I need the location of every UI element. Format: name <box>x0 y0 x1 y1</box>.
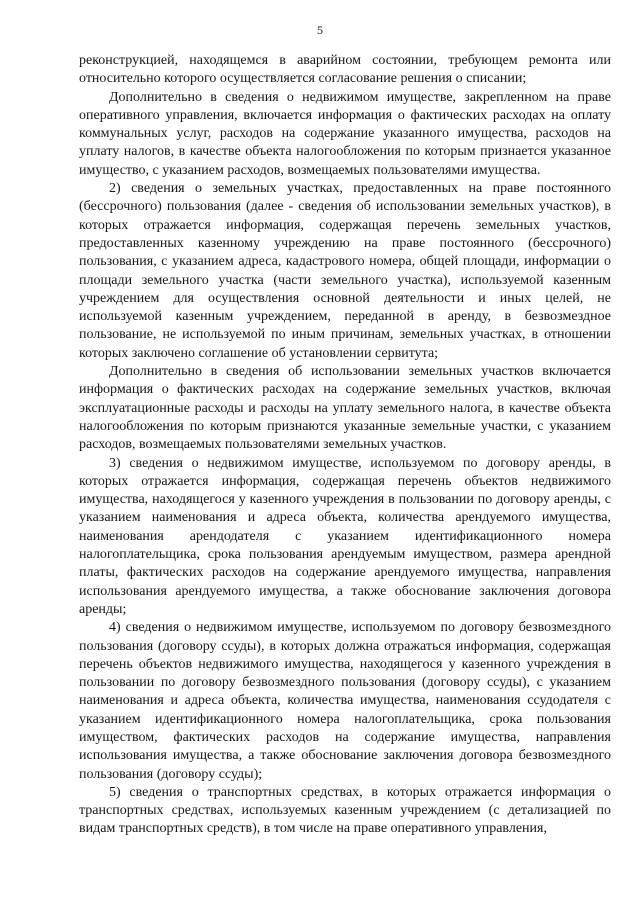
paragraph: 2) сведения о земельных участках, предоставленных на праве постоянного (бессрочного) пользования (далее - сведения об использовании земельных участков), в которых отражается информация, содержащая перечень земельных участков, предоставленных казенному учреждению на праве постоянного (бессрочного) пользования, с указанием адреса, кадастрового номера, общей площади, информации о площади земельного участка (части земельного участка), используемой казенным учреждением для осуществления основной деятельности и иных целей, не используемой казенным учреждением, переданной в аренду, в безвозмездное пользование, не используемой по иным причинам, земельных участках, в отношении которых заключено соглашение об установлении сервитута; <box>79 181 611 361</box>
paragraph: 3) сведения о недвижимом имуществе, используемом по договору аренды, в которых отражается информация, содержащая перечень объектов недвижимого имущества, находящегося у казенного учреждения в пользовании по договору аренды, с указанием наименования и адреса объекта, количества арендуемого имущества, наименования арендодателя с указанием идентификационного номера налогоплательщика, срока пользования арендуемым имуществом, размера арендной платы, фактических расходов на содержание арендуемого имущества, направления использования арендуемого имущества, а также обоснование заключения договора аренды; <box>79 455 611 617</box>
paragraph: 4) сведения о недвижимом имуществе, используемом по договору безвозмездного пользования (договору ссуды), в которых должна отражаться информация, содержащая перечень объектов недвижимого имущества, находящегося у казенного учреждения в пользовании по договору безвозмездного пользования (договору ссуды), с указанием наименования и адреса объекта, количества имущества, наименования ссудодателя с указанием идентификационного номера налогоплательщика, срока пользования имуществом, фактических расходов на содержание имущества, направления использования имущества, а также обоснование заключения договора безвозмездного пользования (договору ссуды); <box>79 620 611 782</box>
paragraph: Дополнительно в сведения о недвижимом имуществе, закрепленном на праве оперативного управления, включается информация о фактических расходах на оплату коммунальных услуг, расходов на содержание указанного имущества, расходов на уплату налогов, в качестве объекта налогообложения по которым признается указанное имущество, с указанием расходов, возмещаемых пользователями имущества. <box>79 89 611 178</box>
paragraph: 5) сведения о транспортных средствах, в которых отражается информация о транспортных средствах, используемых казенным учреждением (с детализацией по видам транспортных средств), в том числе на праве оперативного управления, <box>79 784 611 837</box>
paragraph: Дополнительно в сведения об использовании земельных участков включается информация о фактических расходах на содержание земельных участков, включая эксплуатационные расходы и расходы на уплату земельного налога, в качестве объекта налогообложения по которым признаются указанные земельные участки, с указанием расходов, возмещаемых пользователями земельных участков. <box>79 364 611 453</box>
paragraph: реконструкцией, находящемся в аварийном состоянии, требующем ремонта или относительно которого осуществляется согласование решения о списании; <box>79 53 611 87</box>
document-body <box>79 52 611 839</box>
page-number: 5 <box>317 23 323 37</box>
